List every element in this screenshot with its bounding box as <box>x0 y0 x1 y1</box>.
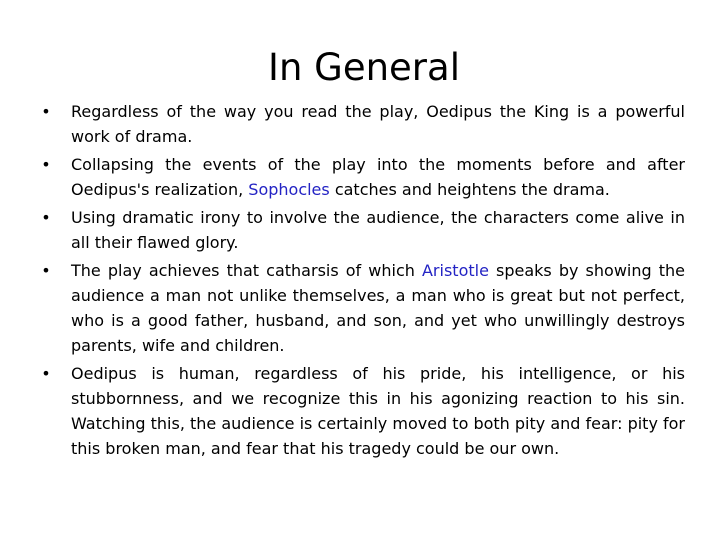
bullet-item <box>40 99 685 149</box>
bullet-text: Using dramatic irony to involve the audience, the characters come alive in all their flawed glory. <box>71 208 685 252</box>
bullet-icon: • <box>41 102 51 121</box>
bullet-icon: • <box>41 155 51 174</box>
bullet-item <box>40 152 685 202</box>
bullet-icon: • <box>41 261 51 280</box>
slide-title: In General <box>268 46 460 89</box>
bullet-text: Oedipus is human, regardless of his pride, his intelligence, or his stubbornness, and we recognize this in his agonizing reaction to his sin. Watching this, the audience is certainly moved to both pity and fear: pity for this broken man, and fear that his tragedy could be our own. <box>71 364 685 458</box>
bullet-item <box>40 258 685 358</box>
bullet-item <box>40 205 685 255</box>
bullet-list <box>40 99 685 464</box>
bullet-text: Regardless of the way you read the play, Oedipus the King is a powerful work of drama. <box>71 102 685 146</box>
bullet-text-before: Collapsing the events of the play into the moments before and after Oedipus's realization, <box>71 155 685 199</box>
bullet-icon: • <box>41 364 51 383</box>
bullet-text-after: catches and heightens the drama. <box>329 180 610 199</box>
bullet-text-after: speaks by showing the audience a man not unlike themselves, a man who is great but not perfect, who is a good father, husband, and son, and yet who unwillingly destroys parents, wife and children. <box>71 261 686 355</box>
bullet-item <box>40 361 685 461</box>
bullet-text-before: The play achieves that catharsis of which <box>71 261 422 280</box>
aristotle-link[interactable]: Aristotle <box>421 261 489 280</box>
bullet-icon: • <box>41 208 51 227</box>
sophocles-link[interactable]: Sophocles <box>248 180 330 199</box>
